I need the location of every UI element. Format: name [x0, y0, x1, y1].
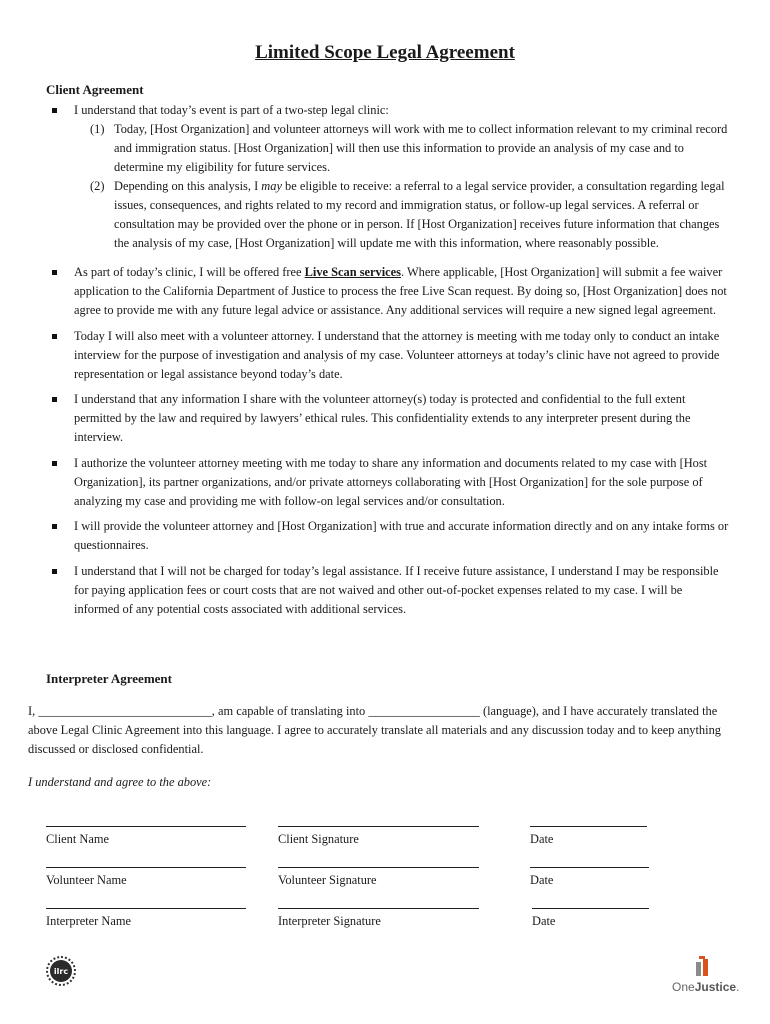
signature-line: [278, 826, 479, 827]
client-date-label: Date: [530, 832, 554, 846]
bullet-text: I understand that I will not be charged for today’s legal assistance. If I receive future assistance, I understand I may be responsible for paying application fees or court costs that are not waived and other out-of-pocket expenses related to my case. I will be informed of any potential costs associated with additional services.: [74, 563, 719, 616]
bullet-text: I understand that any information I share with the volunteer attorney(s) today is protected and confidential to the full extent permitted by the law and required by lawyers’ ethical rules. This confidentiality extends to any interpreter present during the interview.: [74, 392, 691, 444]
client-signature-label: Client Signature: [278, 832, 359, 846]
ilrc-logo: [46, 956, 76, 986]
list-item: [46, 327, 730, 384]
sub-item-number: (1): [90, 122, 105, 136]
ilrc-logo-mark: ilrc: [50, 960, 72, 982]
list-item: [46, 101, 730, 253]
sub-list-item: [74, 120, 730, 177]
sub-item-number: (2): [90, 179, 105, 193]
client-agreement-list: [46, 101, 730, 625]
client-date-field[interactable]: [530, 826, 647, 847]
volunteer-signature-field[interactable]: [278, 867, 479, 888]
signature-line: [46, 908, 246, 909]
sub-item-text-before: Depending on this analysis, I: [114, 179, 262, 193]
signature-row-client: [0, 826, 770, 866]
signature-line: [530, 826, 647, 827]
emphasis-may: may: [261, 179, 282, 193]
interpreter-agreement-heading: Interpreter Agreement: [46, 671, 172, 686]
bullet-text: Today I will also meet with a volunteer attorney. I understand that the attorney is meeting with me today only to conduct an intake interview for the purpose of investigation and analysis of my case. Volunteer attorneys at today’s clinic have not agreed to provide representation or legal assistance beyond today’s date.: [74, 328, 720, 381]
signature-row-interpreter: [0, 908, 770, 948]
sub-list-item: [74, 177, 730, 253]
bullet-icon: [52, 524, 57, 529]
bullet-icon: [52, 334, 57, 339]
bullet-text: I will provide the volunteer attorney and [Host Organization] with true and accurate information directly and on any intake forms or questionnaires.: [74, 519, 729, 552]
wordmark-dot: .: [736, 980, 740, 994]
live-scan-text-before: As part of today’s clinic, I will be offered free: [74, 265, 305, 279]
volunteer-name-label: Volunteer Name: [46, 873, 127, 887]
onejustice-wordmark: [672, 980, 740, 994]
volunteer-date-field[interactable]: [530, 867, 649, 888]
list-item: [46, 517, 730, 555]
signature-line: [46, 867, 246, 868]
signature-row-volunteer: [0, 867, 770, 907]
list-item: [46, 562, 730, 619]
interpreter-signature-field[interactable]: [278, 908, 479, 929]
onejustice-icon: [694, 956, 710, 976]
bullet-icon: [52, 270, 57, 275]
interpreter-name-field[interactable]: [46, 908, 246, 929]
sub-item-text-after: be eligible to receive: a referral to a legal service provider, a consultation regarding legal issues, consequences, and rights related to my record and immigration status, or follow-up legal services. A referral or consultation may be provided over the phone or in person. If [Host Organization] receives future information that changes the analysis of my case, [Host Organization] will update me with this information, where reasonably possible.: [114, 179, 725, 250]
signature-line: [278, 867, 479, 868]
client-name-label: Client Name: [46, 832, 109, 846]
client-agreement-heading: Client Agreement: [46, 82, 144, 97]
client-name-field[interactable]: [46, 826, 246, 847]
volunteer-date-label: Date: [530, 873, 554, 887]
live-scan-text-after: . Where applicable, [Host Organization] will submit a fee waiver application to the California Department of Justice to process the free Live Scan request. By doing so, [Host Organization] does not agree to provide me with any future legal advice or assistance. Any additional services will require a new signed legal agreement.: [74, 265, 727, 317]
list-item: [46, 263, 730, 320]
interpreter-date-field[interactable]: [532, 908, 649, 929]
volunteer-signature-label: Volunteer Signature: [278, 873, 377, 887]
volunteer-name-field[interactable]: [46, 867, 246, 888]
signature-line: [532, 908, 649, 909]
interpreter-date-label: Date: [532, 914, 556, 928]
wordmark-justice: Justice: [694, 980, 737, 994]
list-item: [46, 454, 730, 511]
client-signature-field[interactable]: [278, 826, 479, 847]
bullet-text: I authorize the volunteer attorney meeting with me today to share any information and documents related to my case with [Host Organization], its partner organizations, and/or private attorneys collaborating with [Host Organization] for the sole purpose of analyzing my case and providing me with follow-on legal services and/or consultation.: [74, 455, 708, 508]
bullet-icon: [52, 461, 57, 466]
two-step-clinic-text: I understand that today’s event is part of a two-step legal clinic:: [74, 103, 389, 117]
agree-statement: I understand and agree to the above:: [28, 775, 212, 789]
bullet-icon: [52, 569, 57, 574]
wordmark-one: One: [672, 980, 695, 994]
interpreter-signature-label: Interpreter Signature: [278, 914, 381, 928]
document-title: Limited Scope Legal Agreement: [255, 42, 515, 63]
onejustice-logo: [672, 956, 740, 998]
sub-item-text: Today, [Host Organization] and volunteer attorneys will work with me to collect information relevant to my criminal record and immigration status. [Host Organization] will then use this information to provide an analysis of my case and to determine my eligibility for future services.: [114, 122, 728, 174]
bullet-icon: [52, 108, 57, 113]
signature-line: [530, 867, 649, 868]
list-item: [46, 390, 730, 447]
signature-line: [278, 908, 479, 909]
sub-list: [74, 120, 730, 253]
interpreter-name-label: Interpreter Name: [46, 914, 131, 928]
live-scan-link[interactable]: Live Scan services: [304, 265, 401, 279]
bullet-icon: [52, 397, 57, 402]
signature-line: [46, 826, 246, 827]
interpreter-agreement-text: I, ____________________________, am capable of translating into __________________ (language), and I have accurately translated the above Legal Clinic Agreement into this language. I agree to accurately translate all materials and any discussion today and to keep anything discussed or disclosed confidential.: [28, 704, 721, 756]
